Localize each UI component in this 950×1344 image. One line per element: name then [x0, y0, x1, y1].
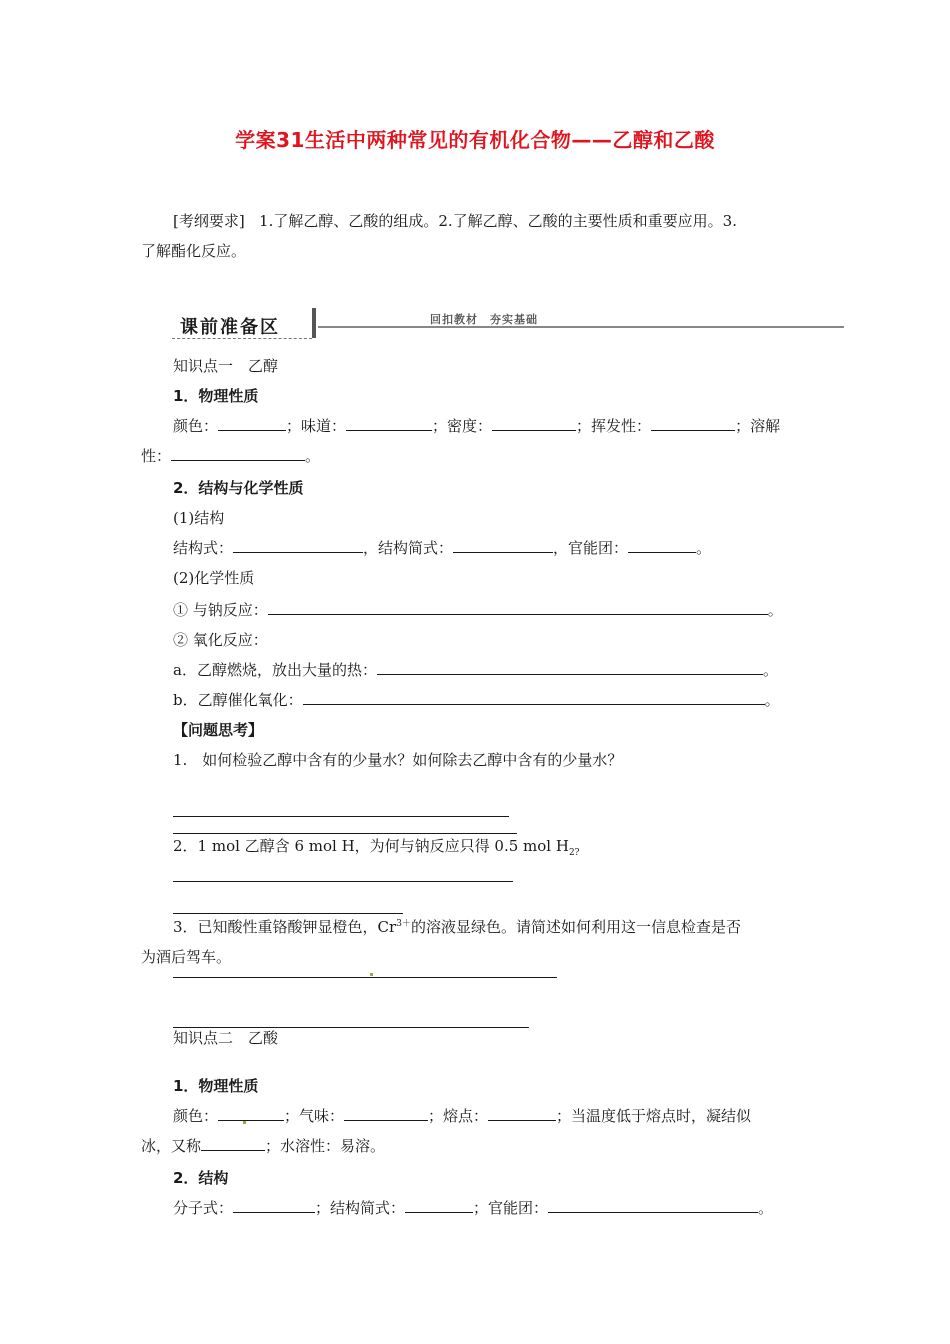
banner-subtitle: 回扣教材 夯实基础 — [430, 313, 538, 326]
kp2-alias-blank[interactable] — [201, 1136, 265, 1151]
kp1-taste-blank[interactable] — [346, 416, 432, 431]
kp2-struct-line — [173, 1198, 773, 1218]
kp1-ox-label: ② 氧化反应： — [173, 631, 268, 649]
kp1-volatility-blank[interactable] — [651, 416, 735, 431]
banner-rule — [318, 326, 844, 328]
requirements-label: [考纲要求] — [173, 212, 245, 230]
question-2-text: 2．1 mol 乙醇含 6 mol H，为何与钠反应只得 0.5 mol H — [173, 837, 569, 855]
kp1-struct-sub: (1)结构 — [173, 509, 225, 527]
scan-speck — [370, 973, 373, 976]
kp2-struct-heading: 2．结构 — [173, 1169, 229, 1187]
answer-line-3[interactable] — [173, 881, 513, 882]
banner-title: 课前准备区 — [180, 317, 280, 338]
answer-line-5[interactable] — [173, 977, 557, 978]
question-3-line-2: 为酒后驾车。 — [141, 948, 232, 966]
kp2-simple-label: ；结构简式： — [315, 1199, 406, 1217]
kp1-na-line — [173, 600, 783, 620]
banner-bar — [312, 308, 316, 338]
kp1-solubility-label: ；溶解 — [735, 417, 781, 435]
kp2-phys-line-1 — [173, 1106, 751, 1126]
requirements-line-1 — [173, 211, 737, 231]
kp1-simple-blank[interactable] — [453, 538, 553, 553]
kp1-cat-label: b．乙醇催化氧化： — [173, 691, 303, 709]
kp1-burn-blank[interactable] — [377, 660, 763, 675]
kp1-simple-label: ，结构简式： — [363, 539, 454, 557]
kp1-na-blank[interactable] — [268, 600, 768, 615]
kp1-density-label: ；密度： — [432, 417, 493, 435]
kp2-phys-heading: 1．物理性质 — [173, 1077, 259, 1095]
kp1-end-period: 。 — [305, 447, 321, 465]
answer-line-1[interactable] — [173, 816, 509, 817]
kp1-cat-blank[interactable] — [303, 690, 765, 705]
kp2-group-blank[interactable] — [548, 1198, 758, 1213]
kp2-smell-label: ；气味： — [284, 1107, 345, 1125]
kp1-struct-end: 。 — [696, 539, 712, 557]
kp1-phys-heading: 1．物理性质 — [173, 387, 259, 405]
question-2-sub: 2? — [568, 848, 580, 858]
kp2-heading: 知识点二 乙酸 — [173, 1029, 279, 1047]
question-1: 1. 如何检验乙醇中含有的少量水？如何除去乙醇中含有的少量水？ — [173, 751, 623, 769]
kp2-water-text: ；水溶性：易溶。 — [265, 1137, 386, 1155]
kp1-burn-line — [173, 660, 778, 680]
answer-line-4[interactable] — [173, 913, 403, 914]
kp1-phys-line-1 — [173, 416, 780, 436]
question-3-line-1 — [173, 917, 741, 937]
kp1-density-blank[interactable] — [492, 416, 576, 431]
question-3-sup: 3＋ — [396, 919, 411, 929]
requirements-line-2: 了解酯化反应。 — [141, 242, 247, 260]
question-3-text-a: 3．已知酸性重铬酸钾显橙色，Cr — [173, 918, 397, 936]
kp2-smell-blank[interactable] — [344, 1106, 428, 1121]
kp1-cat-line — [173, 690, 780, 710]
kp1-solubility-label-2: 性： — [141, 447, 172, 465]
kp1-phys-line-2 — [141, 446, 320, 466]
kp1-group-label: ，官能团： — [553, 539, 629, 557]
kp2-freeze-text: ；当温度低于熔点时，凝结似 — [556, 1107, 752, 1125]
requirements-text: 1.了解乙醇、乙酸的组成。2.了解乙醇、乙酸的主要性质和重要应用。3. — [259, 212, 737, 230]
kp1-struct-line — [173, 538, 711, 558]
kp1-group-blank[interactable] — [628, 538, 696, 553]
kp1-chem-sub: (2)化学性质 — [173, 569, 255, 587]
kp1-struct-heading: 2．结构与化学性质 — [173, 479, 304, 497]
kp2-color-blank[interactable] — [218, 1106, 284, 1121]
question-3-text-b: 的溶液显绿色。请简述如何利用这一信息检查是否 — [410, 918, 741, 936]
kp2-mp-label: ；熔点： — [428, 1107, 489, 1125]
kp1-burn-end: 。 — [762, 661, 778, 679]
kp1-formula-blank[interactable] — [233, 538, 363, 553]
kp2-end: 。 — [758, 1199, 774, 1217]
scan-speck-2 — [243, 1121, 246, 1124]
kp2-color-label: 颜色： — [173, 1107, 219, 1125]
kp1-cat-end: 。 — [764, 691, 780, 709]
kp2-mp-blank[interactable] — [488, 1106, 556, 1121]
kp1-na-label: ① 与钠反应： — [173, 601, 268, 619]
kp1-color-label: 颜色： — [173, 417, 219, 435]
kp1-formula-label: 结构式： — [173, 539, 234, 557]
kp2-phys-line-2 — [141, 1136, 385, 1156]
kp1-color-blank[interactable] — [218, 416, 286, 431]
kp1-na-end: 。 — [767, 601, 783, 619]
kp2-alias-label: 冰，又称 — [141, 1137, 202, 1155]
answer-line-2[interactable] — [173, 833, 517, 834]
kp2-group-label: ；官能团： — [473, 1199, 549, 1217]
kp1-solubility-blank[interactable] — [171, 446, 305, 461]
kp2-mol-label: 分子式： — [173, 1199, 234, 1217]
question-2 — [173, 836, 580, 856]
page-title: 学案31生活中两种常见的有机化合物——乙醇和乙酸 — [235, 128, 715, 152]
kp2-simple-blank[interactable] — [405, 1198, 473, 1213]
kp1-burn-label: a．乙醇燃烧，放出大量的热： — [173, 661, 377, 679]
kp1-heading: 知识点一 乙醇 — [173, 357, 279, 375]
kp2-mol-blank[interactable] — [233, 1198, 315, 1213]
kp1-volatility-label: ；挥发性： — [576, 417, 652, 435]
questions-heading: 【问题思考】 — [173, 721, 264, 739]
kp1-taste-label: ；味道： — [286, 417, 347, 435]
